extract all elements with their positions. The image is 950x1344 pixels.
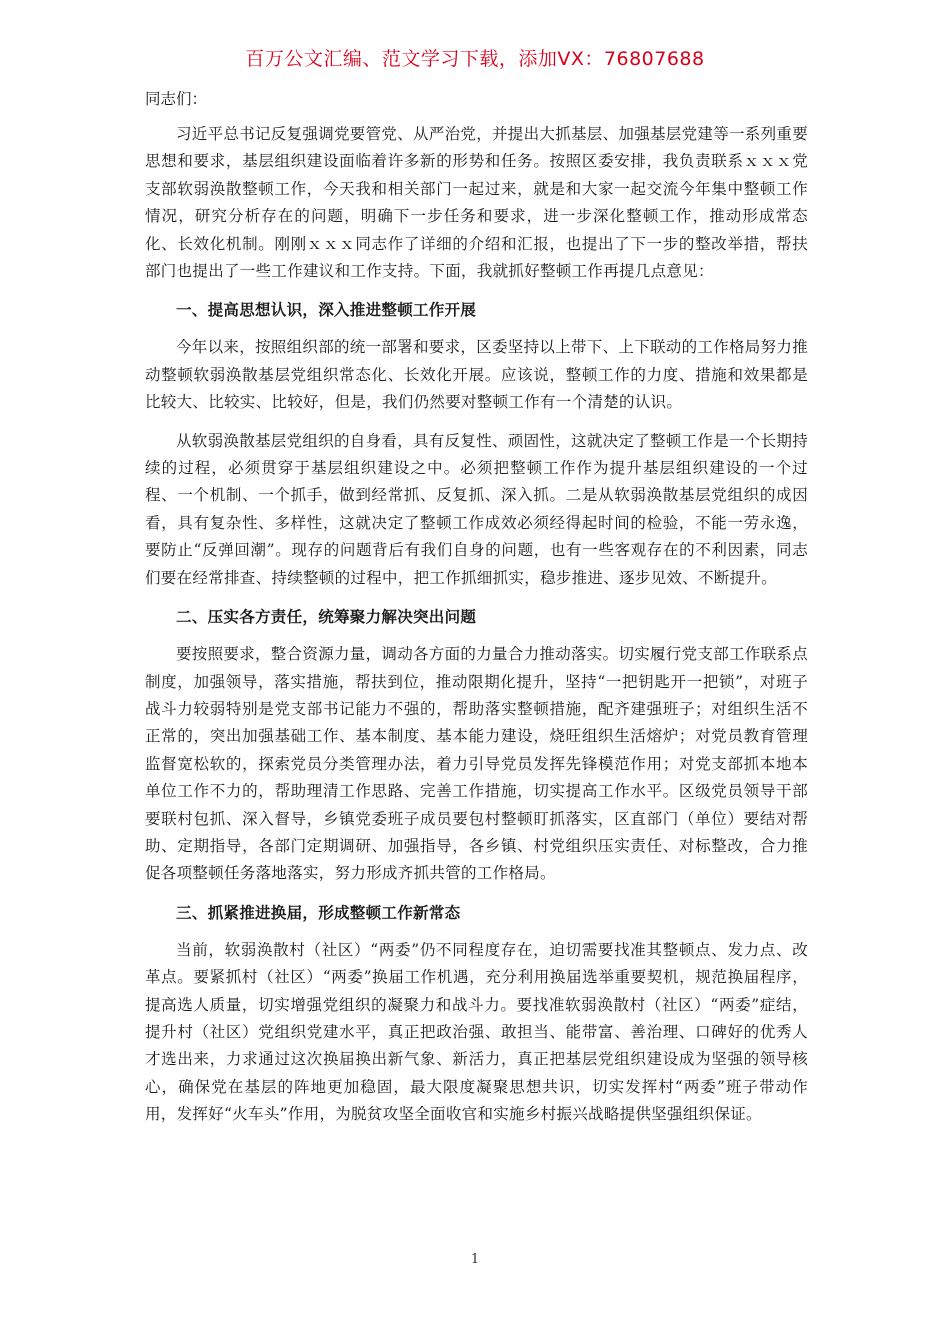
greeting: 同志们：: [145, 90, 208, 108]
section-1-paragraph-1: 今年以来，按照组织部的统一部署和要求，区委坚持以上带下、上下联动的工作格局努力推动整顿软弱涣散基层党组织常态化、长效化开展。应该说，整顿工作的力度、措施和效果都是比较大、比较实、比较好，但是，我们仍然要对整顿工作有一个清楚的认识。: [145, 338, 809, 412]
download-banner: 百万公文汇编、范文学习下载，添加VX：76807688: [245, 48, 705, 70]
intro-paragraph: 习近平总书记反复强调党要管党、从严治党，并提出大抓基层、加强基层党建等一系列重要思想和要求，基层组织建设面临着许多新的形势和任务。按照区委安排，我负责联系ｘｘｘ党支部软弱涣散整顿工作，今天我和相关部门一起过来，就是和大家一起交流今年集中整顿工作情况，研究分析存在的问题，明确下一步任务和要求，进一步深化整顿工作，推动形成常态化、长效化机制。刚刚ｘｘｘ同志作了详细的介绍和汇报，也提出了下一步的整改举措，帮扶部门也提出了一些工作建议和工作支持。下面，我就抓好整顿工作再提几点意见：: [145, 125, 809, 281]
section-heading-3: 三、抓紧推进换届，形成整顿工作新常态: [176, 902, 461, 922]
section-heading-2: 二、压实各方责任，统筹聚力解决突出问题: [176, 607, 477, 627]
section-2-paragraph-1: 要按照要求，整合资源力量，调动各方面的力量合力推动落实。切实履行党支部工作联系点制度，加强领导，落实措施，帮扶到位，推动限期化提升，坚持“一把钥匙开一把锁”，对班子战斗力较弱特别是党支部书记能力不强的，帮助落实整顿措施，配齐建强班子；对组织生活不正常的，突出加强基础工作、基本制度、基本能力建设，烧旺组织生活熔炉；对党员教育管理监督宽松软的，探索党员分类管理办法，着力引导党员发挥先锋模范作用；对党支部抓本地本单位工作不力的，帮助理清工作思路、完善工作措施，切实提高工作水平。区级党员领导干部要联村包抓、深入督导，乡镇党委班子成员要包村整顿盯抓落实，区直部门（单位）要结对帮助、定期指导，各部门定期调研、加强指导，各乡镇、村党组织压实责任、对标整改，合力推促各项整顿任务落地落实，努力形成齐抓共管的工作格局。: [145, 645, 809, 883]
page-number: 1: [470, 1252, 480, 1267]
section-3-paragraph-1: 当前，软弱涣散村（社区）“两委”仍不同程度存在，迫切需要找准其整顿点、发力点、改革点。要紧抓村（社区）“两委”换届工作机遇，充分利用换届选举重要契机，规范换届程序，提高选人质量，切实增强党组织的凝聚力和战斗力。要找准软弱涣散村（社区）“两委”症结，提升村（社区）党组织党建水平，真正把政治强、敢担当、能带富、善治理、口碑好的优秀人才选出来，力求通过这次换届换出新气象、新活力，真正把基层党组织建设成为坚强的领导核心，确保党在基层的阵地更加稳固，最大限度凝聚思想共识，切实发挥村“两委”班子带动作用，发挥好“火车头”作用，为脱贫攻坚全面收官和实施乡村振兴战略提供坚强组织保证。: [145, 940, 808, 1124]
document-body: [145, 86, 808, 1140]
section-heading-1: 一、提高思想认识，深入推进整顿工作开展: [176, 300, 477, 320]
section-1-paragraph-2: 从软弱涣散基层党组织的自身看，具有反复性、顽固性，这就决定了整顿工作是一个长期持续的过程，必须贯穿于基层组织建设之中。必须把整顿工作作为提升基层组织建设的一个过程、一个机制、一个抓手，做到经常抓、反复抓、深入抓。二是从软弱涣散基层党组织的成因看，具有复杂性、多样性，这就决定了整顿工作成效必须经得起时间的检验，不能一劳永逸，要防止“反弹回潮”。现存的问题背后有我们自身的问题，也有一些客观存在的不利因素，同志们要在经常排查、持续整顿的过程中，把工作抓细抓实，稳步推进、逐步见效、不断提升。: [145, 431, 809, 587]
